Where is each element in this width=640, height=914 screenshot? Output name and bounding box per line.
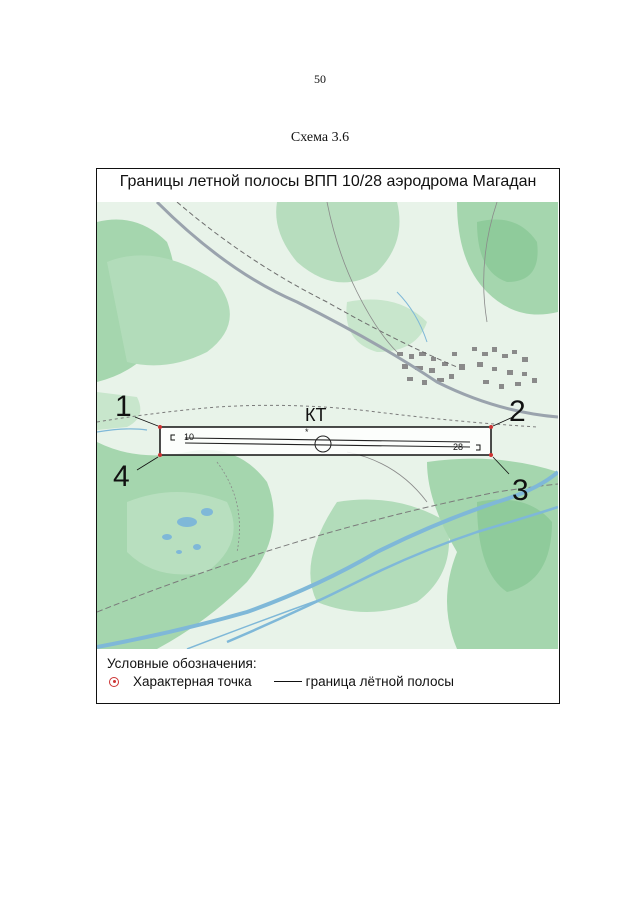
map-svg <box>97 202 558 649</box>
runway-label-28: 28 <box>453 442 464 452</box>
corner-point-2 <box>489 425 493 429</box>
page-number: 50 <box>314 72 326 86</box>
legend-item-point-label: Характерная точка <box>133 674 252 689</box>
line-icon <box>274 681 302 682</box>
map-frame <box>96 168 560 704</box>
runway-label-10: 10 <box>184 432 195 442</box>
legend-title: Условные обозначения: <box>107 656 257 671</box>
reference-point-label: КТ <box>305 405 327 425</box>
strip-boundary <box>160 427 491 455</box>
legend-row <box>107 674 547 689</box>
map-title: Границы летной полосы ВПП 10/28 аэродрома Магадан <box>119 173 537 190</box>
corner-point-4 <box>158 453 162 457</box>
corner-label-4: 4 <box>113 460 130 493</box>
corner-label-3: 3 <box>512 474 529 507</box>
legend-item-line-label: граница лётной полосы <box>305 674 454 689</box>
corner-point-3 <box>489 453 493 457</box>
corner-label-2: 2 <box>509 395 526 428</box>
map-area <box>97 202 558 819</box>
reference-point-icon <box>109 677 119 687</box>
legend <box>107 656 547 689</box>
corner-point-1 <box>158 425 162 429</box>
reference-point-star-icon: * <box>305 427 309 437</box>
corner-label-1: 1 <box>115 390 132 423</box>
figure-caption: Схема 3.6 <box>290 130 350 145</box>
